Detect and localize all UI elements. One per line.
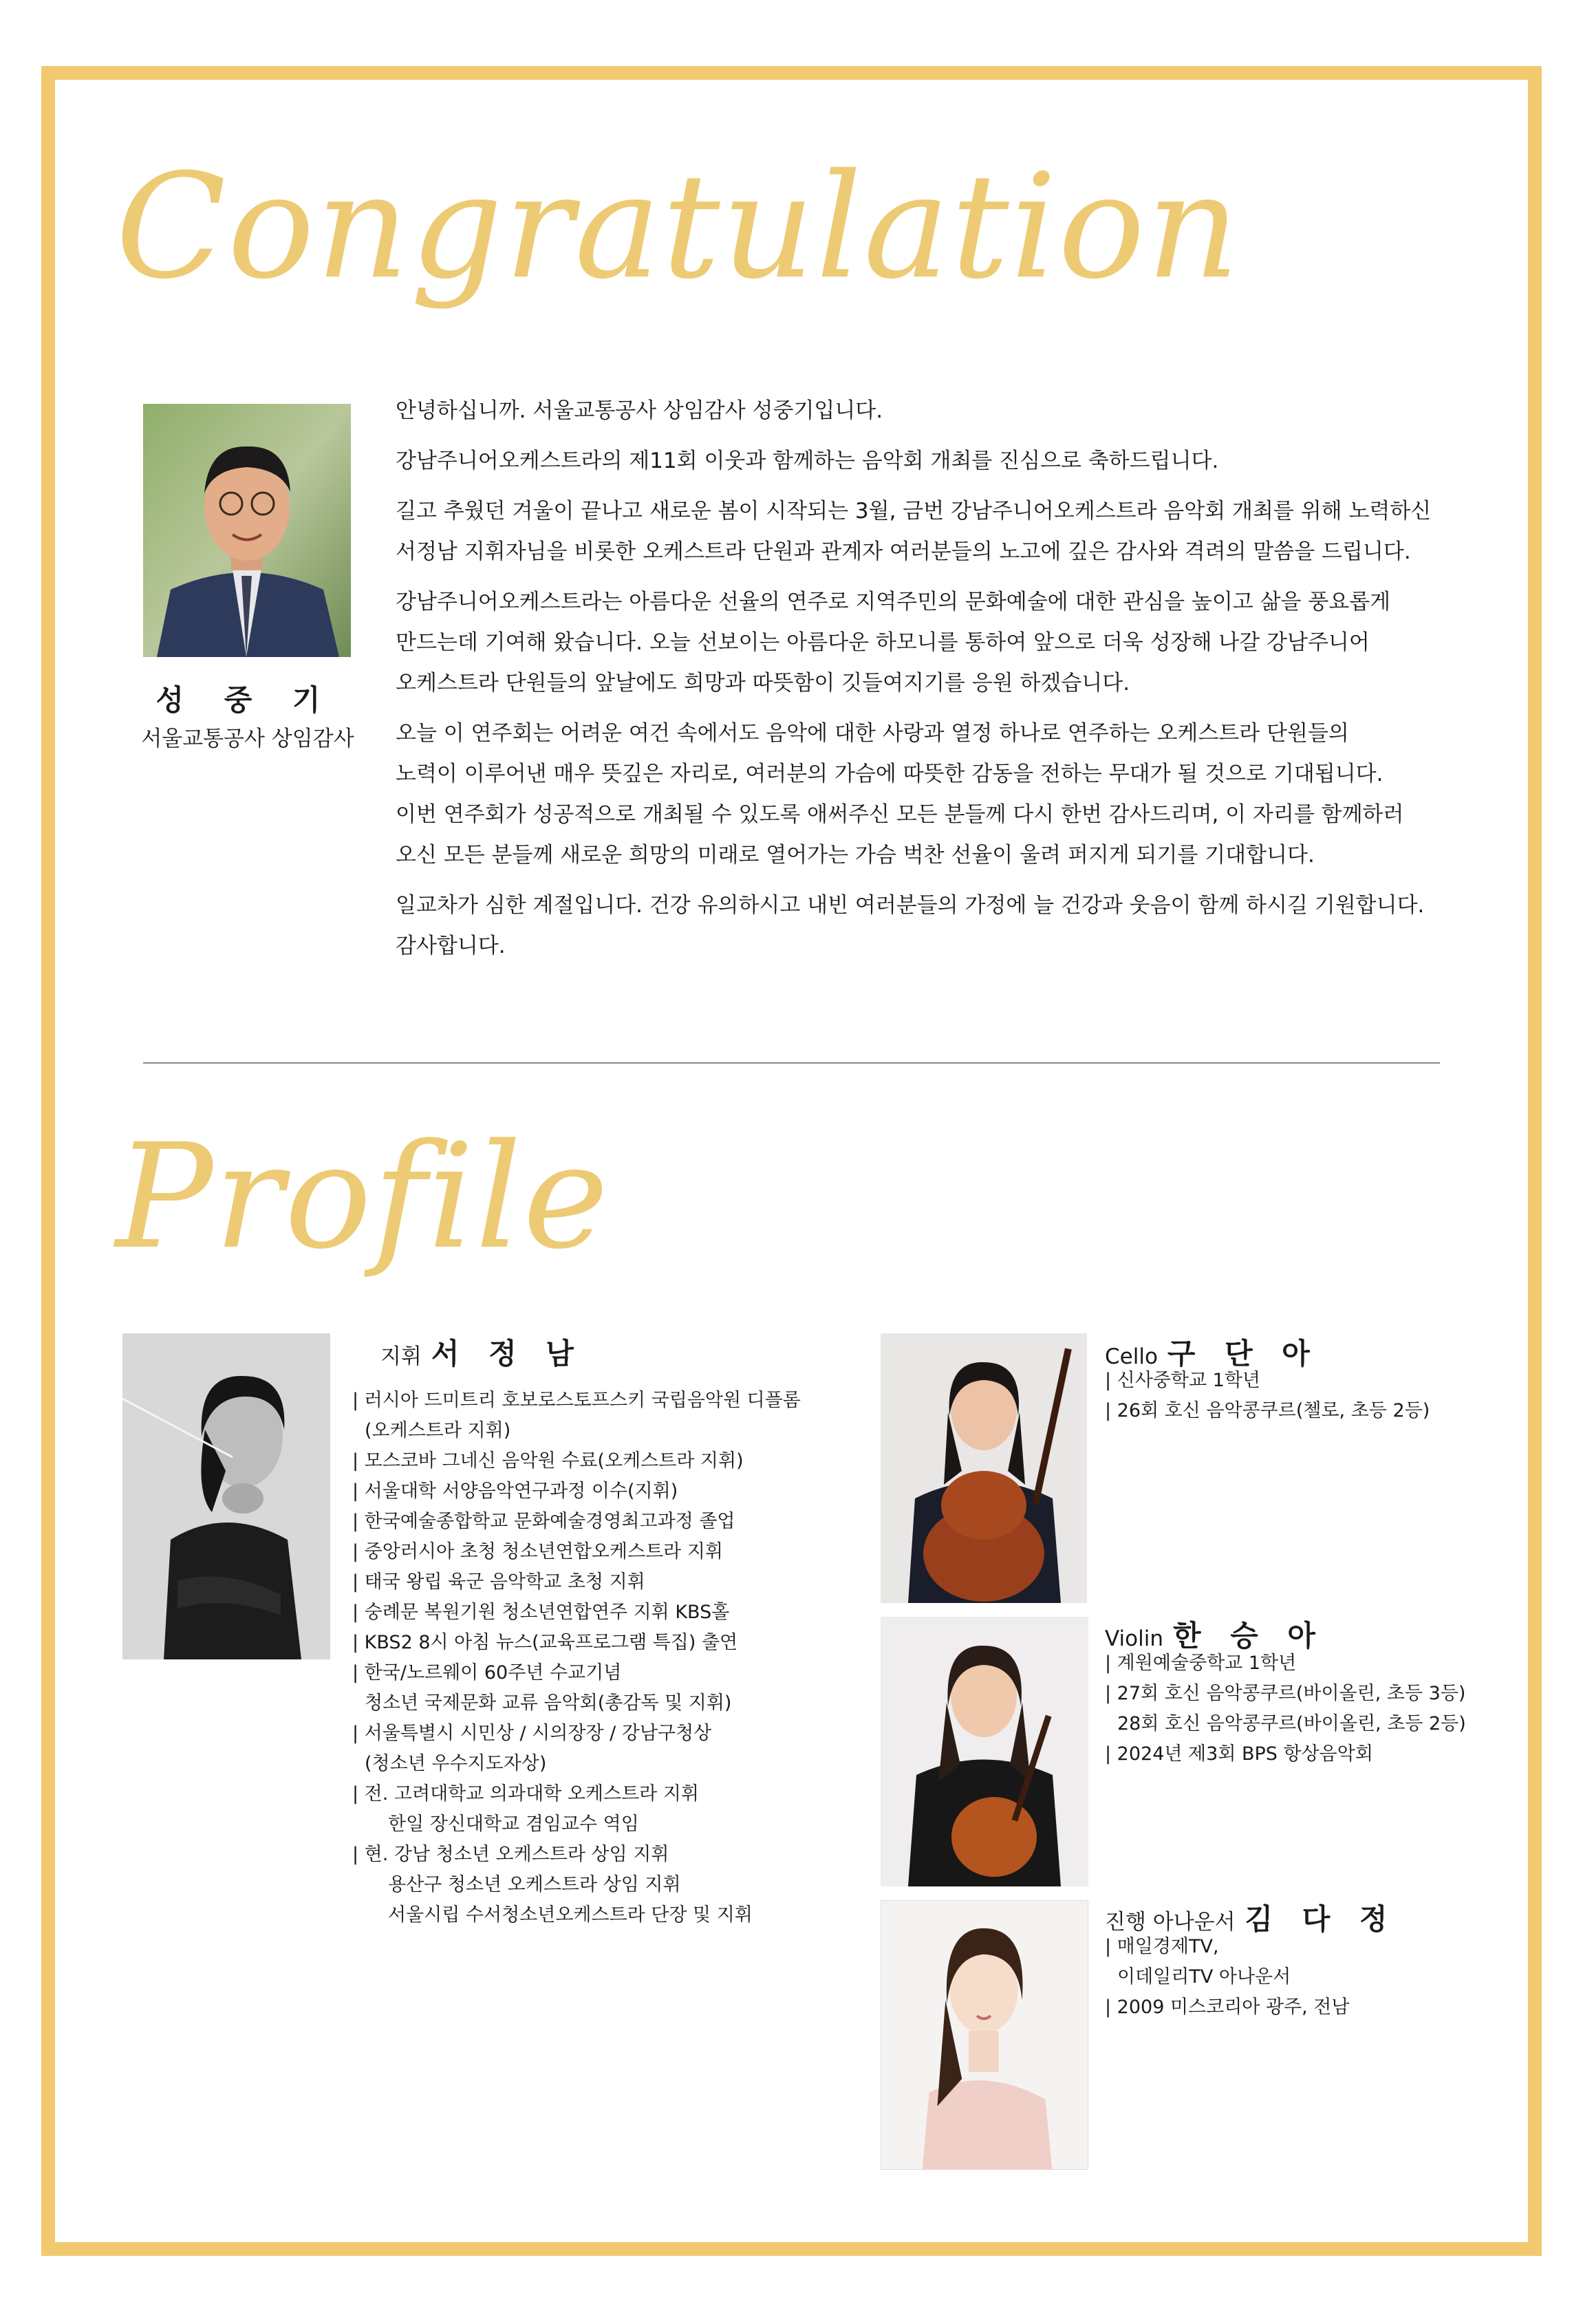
congratulation-message (396, 391, 1441, 976)
career-line: 서울시립 수서청소년오케스트라 단장 및 지휘 (388, 1904, 753, 1926)
violin-name: 한 승 아 (1172, 1619, 1325, 1653)
conductor-career-list (352, 1386, 801, 1930)
cello-name: 구 단 아 (1167, 1337, 1320, 1370)
cello-player-photo (881, 1333, 1087, 1603)
career-line: 용산구 청소년 오케스트라 상임 지휘 (388, 1874, 681, 1895)
career-line: | 27회 호신 음악콩쿠르(바이올린, 초등 3등) (1105, 1683, 1466, 1704)
signer-name: 성 중 기 (155, 683, 336, 717)
message-paragraph: 안녕하십니까. 서울교통공사 상임감사 성중기입니다. (396, 398, 883, 423)
announcer-role: 진행 아나운서 (1105, 1910, 1236, 1935)
message-paragraph: 강남주니어오케스트라는 아름다운 선율의 연주로 지역주민의 문화예술에 대한 관심을 높이고 삶을 풍요롭게 만드는데 기여해 왔습니다. 오늘 선보이는 아름다운 하모니를 통하여 앞으로 더욱 성장해 나갈 강남주니어 오케스트라 단원들의 앞날에도 희망과 따뜻함이 깃들여지기를 응원 하겠습니다. (396, 590, 1391, 696)
violin-role: Violin (1105, 1626, 1163, 1651)
announcer-name: 김 다 정 (1245, 1902, 1397, 1936)
career-line: | 전. 고려대학교 의과대학 오케스트라 지휘 (352, 1783, 699, 1805)
career-line: | 26회 호신 음악콩쿠르(첼로, 초등 2등) (1105, 1400, 1430, 1421)
career-line: 한일 장신대학교 겸임교수 역임 (388, 1814, 639, 1835)
career-line: (오케스트라 지휘) (365, 1420, 511, 1441)
cello-role: Cello (1105, 1344, 1158, 1369)
career-line: | 2009 미스코리아 광주, 전남 (1105, 1997, 1350, 2018)
signer-photo (143, 404, 351, 657)
message-paragraph: 일교차가 심한 계절입니다. 건강 유의하시고 내빈 여러분들의 가정에 늘 건강과 웃음이 함께 하시길 기원합니다. 감사합니다. (396, 893, 1425, 958)
announcer-career-list (1105, 1932, 1349, 2023)
career-line: | 러시아 드미트리 호보로스토프스키 국립음악원 디플롬 (352, 1390, 801, 1411)
career-line: 이데일리TV 아나운서 (1117, 1966, 1291, 1988)
career-line: 청소년 국제문화 교류 음악회(총감독 및 지휘) (365, 1692, 732, 1714)
message-paragraph: 길고 추웠던 겨울이 끝나고 새로운 봄이 시작되는 3월, 금번 강남주니어오케스트라 음악회 개최를 위해 노력하신 서정남 지휘자님을 비롯한 오케스트라 단원과 관계자 여러분들의 노고에 깊은 감사와 격려의 말씀을 드립니다. (396, 499, 1432, 564)
career-line: | 계원예술중학교 1학년 (1105, 1653, 1297, 1674)
career-line: | 한국예술종합학교 문화예술경영최고과정 졸업 (352, 1511, 735, 1532)
career-line: | 2024년 제3회 BPS 항상음악회 (1105, 1743, 1373, 1765)
violin-player-photo (881, 1617, 1088, 1886)
career-line: | 서울대학 서양음악연구과정 이수(지휘) (352, 1481, 678, 1502)
career-line: 28회 호신 음악콩쿠르(바이올린, 초등 2등) (1117, 1713, 1466, 1734)
career-line: | 모스코바 그네신 음악원 수료(오케스트라 지휘) (352, 1450, 744, 1472)
career-line: | 현. 강남 청소년 오케스트라 상임 지휘 (352, 1844, 669, 1865)
conductor-photo (122, 1333, 330, 1659)
conductor-role: 지휘 (380, 1344, 422, 1369)
career-line: | 숭례문 복원기원 청소년연합연주 지휘 KBS홀 (352, 1602, 730, 1623)
message-paragraph: 오늘 이 연주회는 어려운 여건 속에서도 음악에 대한 사랑과 열정 하나로 연주하는 오케스트라 단원들의 노력이 이루어낸 매우 뜻깊은 자리로, 여러분의 가슴에 따뜻한 감동을 전하는 무대가 될 것으로 기대됩니다. 이번 연주회가 성공적으로 개최될 수 있도록 애써주신 모든 분들께 다시 한번 감사드리며, 이 자리를 함께하러 오신 모든 분들께 새로운 희망의 미래로 열어가는 가슴 벅찬 선율이 울려 퍼지게 되기를 기대합니다. (396, 721, 1404, 868)
section-divider (143, 1062, 1440, 1064)
congratulation-heading: Congratulation (116, 142, 1241, 311)
announcer-photo (881, 1900, 1088, 2170)
career-line: | 한국/노르웨이 60주년 수교기념 (352, 1662, 622, 1683)
message-paragraph: 강남주니어오케스트라의 제11회 이웃과 함께하는 음악회 개최를 진심으로 축하드립니다. (396, 449, 1219, 473)
career-line: | 신사중학교 1학년 (1105, 1370, 1261, 1391)
violin-career-list (1105, 1648, 1466, 1769)
conductor-name: 서 정 남 (431, 1337, 583, 1370)
cello-career-list (1105, 1366, 1430, 1426)
career-line: | 중앙러시아 초청 청소년연합오케스트라 지휘 (352, 1541, 723, 1562)
conductor-heading (380, 1331, 583, 1373)
profile-heading: Profile (116, 1112, 610, 1281)
career-line: | 태국 왕립 육군 음악학교 초청 지휘 (352, 1571, 645, 1593)
career-line: | 매일경제TV, (1105, 1936, 1219, 1957)
career-line: (청소년 우수지도자상) (365, 1753, 547, 1774)
career-line: | 서울특별시 시민상 / 시의장장 / 강남구청상 (352, 1723, 712, 1744)
career-line: | KBS2 8시 아침 뉴스(교육프로그램 특집) 출연 (352, 1632, 738, 1653)
signer-title: 서울교통공사 상임감사 (141, 727, 354, 751)
